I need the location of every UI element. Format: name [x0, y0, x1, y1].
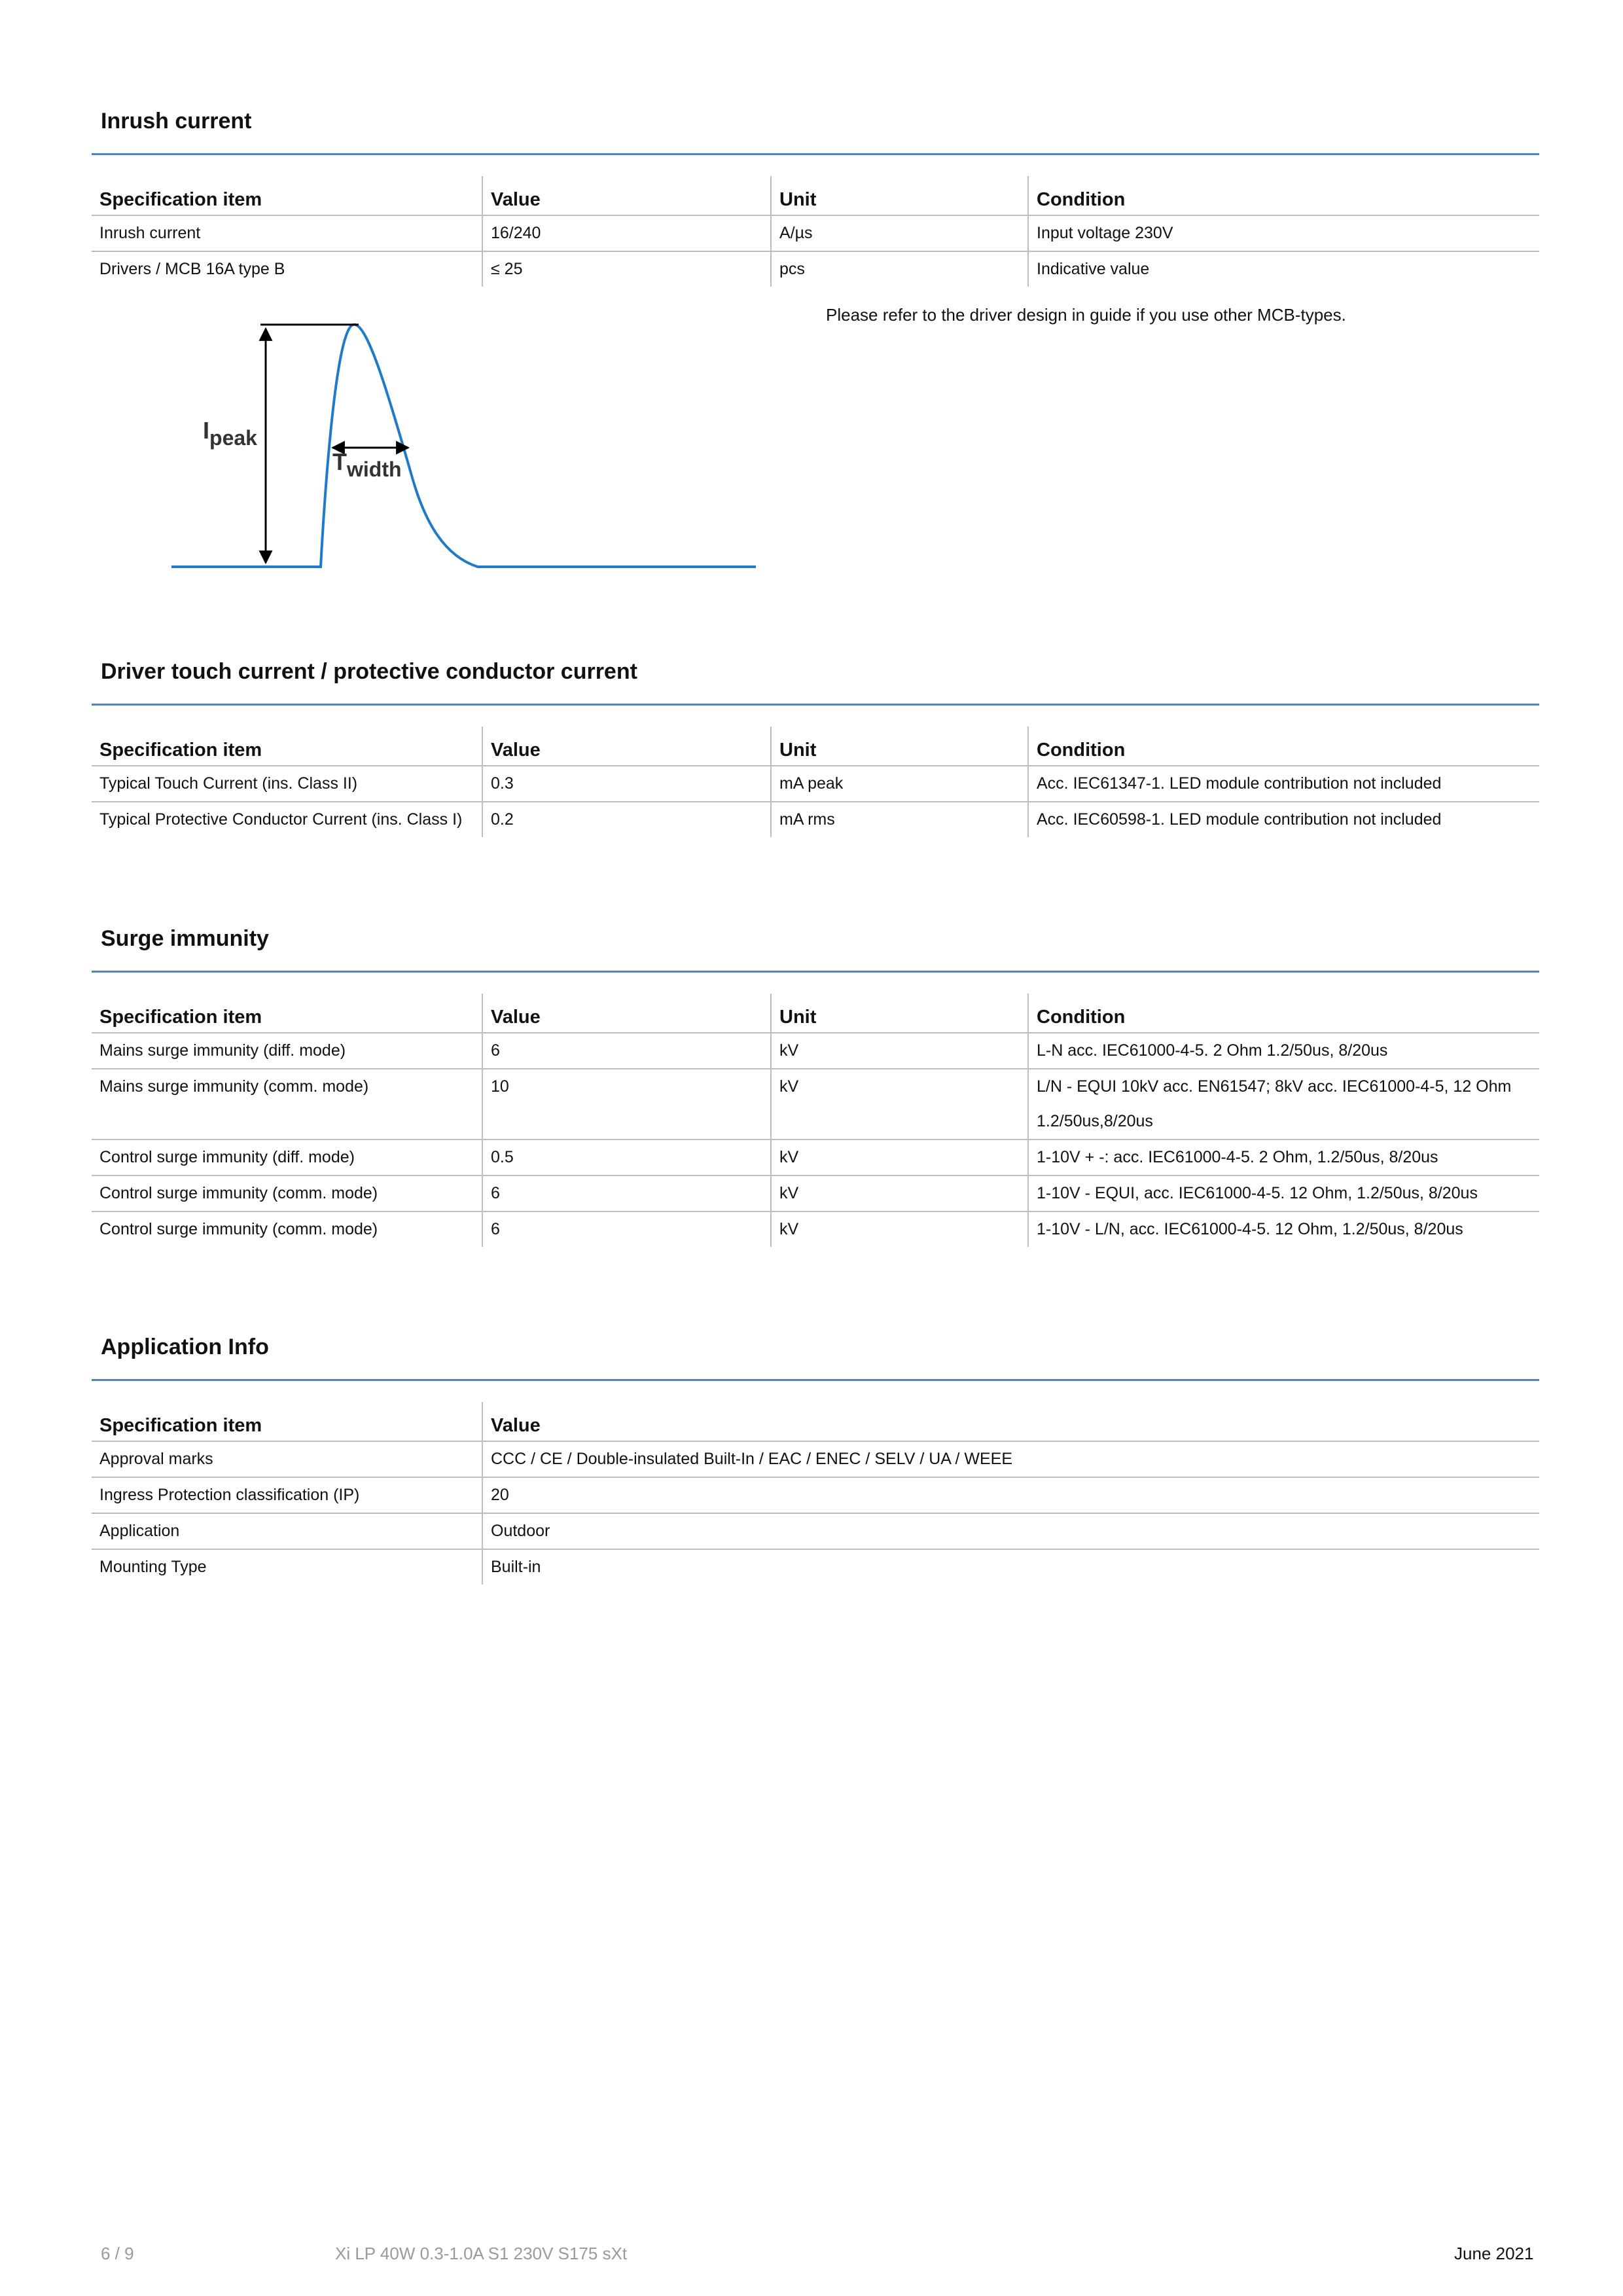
table-cell: 0.3 — [482, 766, 771, 802]
section-rule-inrush — [92, 153, 1539, 155]
touch-current-table — [92, 726, 1539, 837]
table-cell: 6 — [482, 1211, 771, 1247]
table-cell: 1-10V - L/N, acc. IEC61000-4-5. 12 Ohm, 1.2/50us, 8/20us — [1028, 1211, 1539, 1247]
table-row — [92, 1139, 1539, 1175]
table-cell: L/N - EQUI 10kV acc. EN61547; 8kV acc. IEC61000-4-5, 12 Ohm 1.2/50us,8/20us — [1028, 1069, 1539, 1139]
table-row — [92, 1033, 1539, 1069]
table-cell: CCC / CE / Double-insulated Built-In / EAC / ENEC / SELV / UA / WEEE — [482, 1441, 1539, 1477]
table-row — [92, 1175, 1539, 1211]
footer-product-name: Xi LP 40W 0.3-1.0A S1 230V S175 sXt — [335, 2244, 628, 2263]
column-header: Unit — [771, 176, 1028, 215]
section-title-application: Application Info — [101, 1335, 269, 1359]
table-row — [92, 1513, 1539, 1549]
table-cell: Inrush current — [92, 215, 482, 251]
table-cell: pcs — [771, 251, 1028, 287]
ipeak-label: Ipeak — [203, 417, 257, 450]
table-cell: Outdoor — [482, 1513, 1539, 1549]
section-title-surge: Surge immunity — [101, 926, 269, 951]
column-header: Value — [482, 726, 771, 766]
column-header: Value — [482, 1402, 1539, 1441]
application-table — [92, 1402, 1539, 1585]
section-title-inrush: Inrush current — [101, 109, 252, 134]
table-cell: kV — [771, 1211, 1028, 1247]
table-cell: 6 — [482, 1175, 771, 1211]
column-header: Specification item — [92, 994, 482, 1033]
table-cell: Approval marks — [92, 1441, 482, 1477]
column-header: Value — [482, 176, 771, 215]
table-cell: 0.5 — [482, 1139, 771, 1175]
column-header: Condition — [1028, 726, 1539, 766]
table-cell: ≤ 25 — [482, 251, 771, 287]
table-cell: Mains surge immunity (diff. mode) — [92, 1033, 482, 1069]
table-cell: Control surge immunity (comm. mode) — [99, 1220, 378, 1238]
table-cell: Mains surge immunity (comm. mode) — [92, 1069, 482, 1139]
table-row — [92, 1211, 1539, 1247]
table-cell: 1-10V + -: acc. IEC61000-4-5. 2 Ohm, 1.2/50us, 8/20us — [1028, 1139, 1539, 1175]
table-cell: Acc. IEC61347-1. LED module contribution not included — [1028, 766, 1539, 802]
section-title-touch-current: Driver touch current / protective conductor current — [101, 659, 637, 684]
table-cell: Mounting Type — [99, 1558, 207, 1576]
table-row — [92, 1549, 1539, 1585]
table-cell: Built-in — [482, 1549, 1539, 1585]
table-header-row — [92, 994, 1539, 1033]
table-cell: mA rms — [771, 802, 1028, 837]
table-row — [92, 215, 1539, 251]
twidth-label: Twidth — [332, 448, 402, 481]
inrush-waveform-figure — [151, 308, 779, 583]
footer-page-number: 6 / 9 — [101, 2244, 134, 2263]
table-row — [92, 1441, 1539, 1477]
table-cell: 6 — [482, 1033, 771, 1069]
table-cell: Control surge immunity (comm. mode) — [92, 1175, 482, 1211]
table-cell: L-N acc. IEC61000-4-5. 2 Ohm 1.2/50us, 8/20us — [1028, 1033, 1539, 1069]
table-cell: Control surge immunity (diff. mode) — [92, 1139, 482, 1175]
section-rule-touch-current — [92, 704, 1539, 706]
column-header: Condition — [1028, 176, 1539, 215]
table-cell: 16/240 — [482, 215, 771, 251]
column-header: Unit — [771, 994, 1028, 1033]
footer-date: June 2021 — [1454, 2244, 1534, 2263]
table-cell: 1-10V - EQUI, acc. IEC61000-4-5. 12 Ohm, 1.2/50us, 8/20us — [1028, 1175, 1539, 1211]
column-header: Specification item — [92, 1402, 482, 1441]
table-header-row — [92, 1402, 1539, 1441]
waveform-curve — [171, 325, 756, 567]
table-row — [92, 1477, 1539, 1513]
table-header-row — [92, 726, 1539, 766]
table-cell: Typical Protective Conductor Current (ins. Class I) — [99, 810, 463, 829]
table-cell: Ingress Protection classification (IP) — [92, 1477, 482, 1513]
table-cell: Application — [92, 1513, 482, 1549]
table-header-row — [92, 176, 1539, 215]
column-header: Unit — [771, 726, 1028, 766]
table-cell: Typical Touch Current (ins. Class II) — [92, 766, 482, 802]
column-header: Specification item — [92, 726, 482, 766]
table-cell: 10 — [482, 1069, 771, 1139]
table-cell: Drivers / MCB 16A type B — [99, 260, 285, 278]
table-cell: Acc. IEC60598-1. LED module contribution not included — [1028, 802, 1539, 837]
table-cell: Indicative value — [1028, 251, 1539, 287]
table-cell: A/µs — [771, 215, 1028, 251]
column-header: Value — [482, 994, 771, 1033]
table-row — [92, 802, 1539, 837]
column-header: Specification item — [92, 176, 482, 215]
inrush-table — [92, 176, 1539, 287]
table-cell: 20 — [482, 1477, 1539, 1513]
surge-table — [92, 994, 1539, 1247]
table-cell: kV — [771, 1033, 1028, 1069]
table-cell: mA peak — [771, 766, 1028, 802]
table-cell: 0.2 — [482, 802, 771, 837]
table-row — [92, 766, 1539, 802]
table-row — [92, 1069, 1539, 1139]
table-row — [92, 251, 1539, 287]
table-cell: kV — [771, 1139, 1028, 1175]
section-rule-application — [92, 1379, 1539, 1381]
table-cell: kV — [771, 1175, 1028, 1211]
table-cell: Input voltage 230V — [1028, 215, 1539, 251]
table-cell: kV — [771, 1069, 1028, 1139]
column-header: Condition — [1028, 994, 1539, 1033]
mcb-note: Please refer to the driver design in guide if you use other MCB-types. — [826, 305, 1346, 325]
section-rule-surge — [92, 971, 1539, 973]
